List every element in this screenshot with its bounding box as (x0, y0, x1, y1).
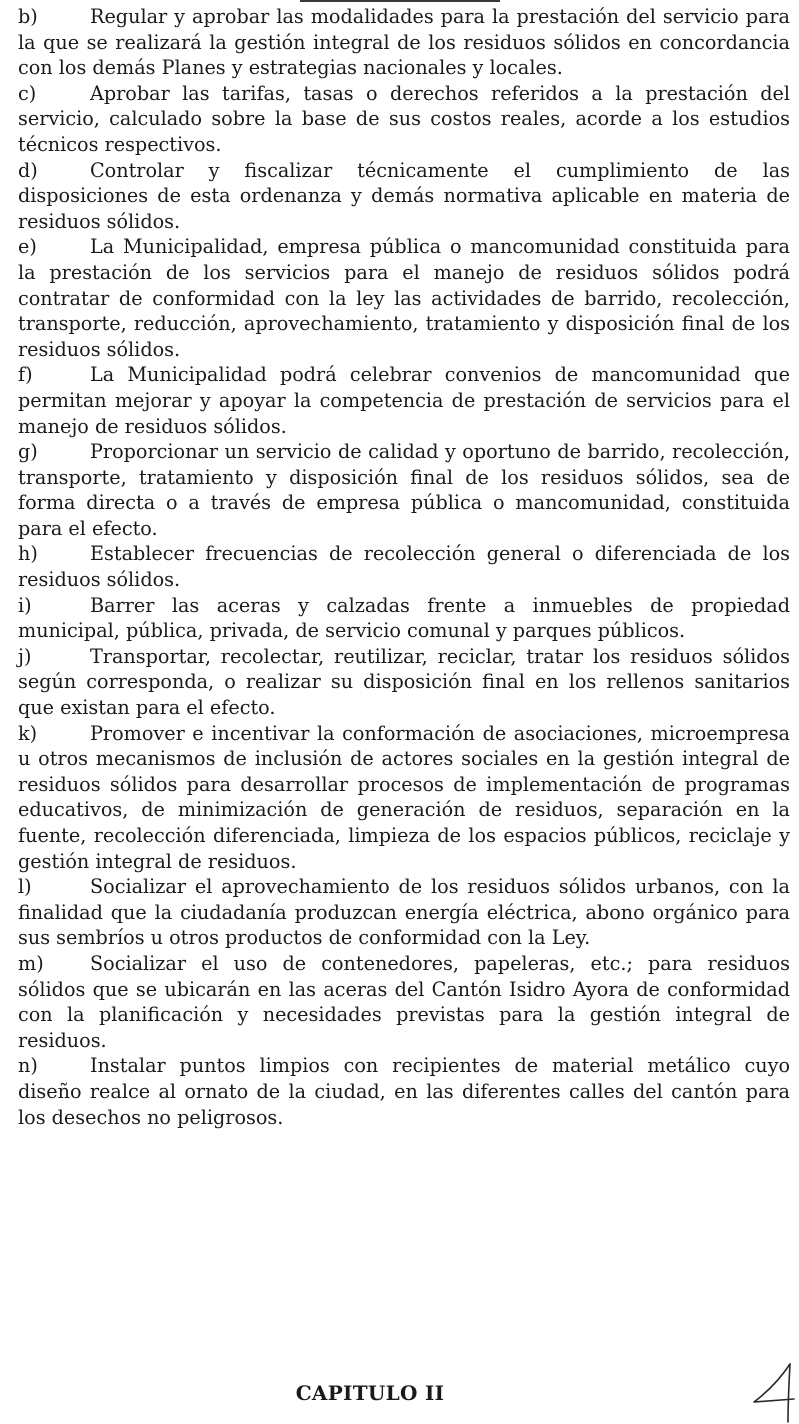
list-item-b (18, 4, 790, 81)
item-text: Establecer frecuencias de recolección general o diferenciada de los residuos sólidos. (18, 542, 790, 592)
list-item-i (18, 593, 790, 644)
item-text: Aprobar las tarifas, tasas o derechos referidos a la prestación del servicio, calculado sobre la base de sus costos reales, acorde a los estudios técnicos respectivos. (18, 81, 790, 156)
item-letter: e) (18, 235, 37, 259)
item-text: Regular y aprobar las modalidades para la prestación del servicio para la que se realizará la gestión integral de los residuos sólidos en concordancia con los demás Planes y estrategias nacionales y locales. (18, 5, 790, 80)
list-item-e (18, 234, 790, 362)
item-text: Promover e incentivar la conformación de asociaciones, microempresa u otros mecanismos de inclusión de actores sociales en la gestión integral de residuos sólidos para desarrollar procesos de implementación de programas educativos, de minimización de generación de residuos, separación en la fuente, recolección diferenciada, limpieza de los espacios públicos, reciclaje y gestión integral de residuos. (18, 721, 790, 873)
list-item-d (18, 158, 790, 235)
list-item-l (18, 874, 790, 951)
top-underline (300, 0, 500, 2)
signature-mark (744, 1358, 799, 1424)
list-item-n (18, 1053, 790, 1130)
item-letter: i) (18, 593, 32, 617)
item-letter: m) (18, 951, 44, 975)
item-text: Barrer las aceras y calzadas frente a inmuebles de propiedad municipal, pública, privada, de servicio comunal y parques públicos. (18, 593, 790, 643)
item-letter: d) (18, 158, 38, 182)
item-text: Proporcionar un servicio de calidad y oportuno de barrido, recolección, transporte, tratamiento y disposición final de los residuos sólidos, sea de forma directa o a través de empresa pública o mancomunidad, constituida para el efecto. (18, 440, 790, 540)
item-letter: k) (18, 721, 38, 745)
item-text: Controlar y fiscalizar técnicamente el cumplimiento de las disposiciones de esta ordenanza y demás normativa aplicable en materia de residuos sólidos. (18, 158, 790, 233)
list-item-j (18, 644, 790, 721)
list-item-g (18, 439, 790, 541)
item-letter: b) (18, 5, 38, 28)
item-letter: c) (18, 81, 37, 105)
item-text: La Municipalidad, empresa pública o mancomunidad constituida para la prestación de los servicios para el manejo de residuos sólidos podrá contratar de conformidad con la ley las actividades de barrido, recolección, transporte, reducción, aprovechamiento, tratamiento y disposición final de los residuos sólidos. (18, 235, 790, 361)
item-letter: l) (18, 875, 32, 899)
item-text: Socializar el aprovechamiento de los residuos sólidos urbanos, con la finalidad que la ciudadanía produzcan energía eléctrica, abono orgánico para sus sembríos u otros productos de conformidad con la Ley. (18, 875, 790, 950)
item-text: Transportar, recolectar, reutilizar, reciclar, tratar los residuos sólidos según corresponda, o realizar su disposición final en los rellenos sanitarios que existan para el efecto. (18, 644, 790, 720)
list-item-f (18, 362, 790, 439)
list-item-h (18, 541, 790, 592)
item-letter: g) (18, 440, 38, 464)
item-text: Instalar puntos limpios con recipientes de material metálico cuyo diseño realce al ornato de la ciudad, en las diferentes calles del cantón para los desechos no peligrosos. (18, 1054, 790, 1129)
list-item-c (18, 81, 790, 158)
item-text: Socializar el uso de contenedores, papeleras, etc.; para residuos sólidos que se ubicarán en las aceras del Cantón Isidro Ayora de conformidad con la planificación y necesidades previstas para la gestión integral de residuos. (18, 951, 790, 1052)
list-item-m (18, 951, 790, 1053)
item-letter: h) (18, 542, 38, 566)
item-list (18, 4, 790, 1130)
item-text: La Municipalidad podrá celebrar convenios de mancomunidad que permitan mejorar y apoyar la competencia de prestación de servicios para el manejo de residuos sólidos. (18, 363, 790, 438)
item-letter: j) (18, 644, 32, 668)
item-letter: f) (18, 363, 33, 387)
list-item-k (18, 721, 790, 875)
chapter-heading: CAPITULO II (295, 1381, 445, 1405)
item-letter: n) (18, 1054, 38, 1078)
